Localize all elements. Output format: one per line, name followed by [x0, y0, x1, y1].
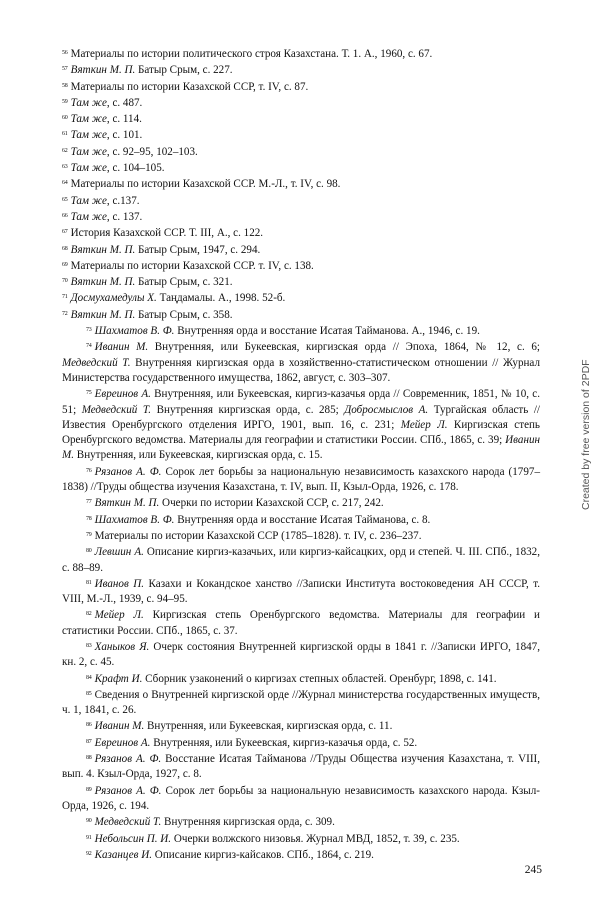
- footnote-text: Материалы по истории Казахской ССР, т. IV, с. 87.: [70, 80, 309, 93]
- footnote-text: Сорок лет борьбы за национальную независимость казахского народа (1797–1838) //Труды общества изучения Казахстана, т. IV, вып. II, Кзыл-Орда, 1926, с. 178.: [62, 465, 540, 494]
- footnote-list: [62, 46, 540, 863]
- footnote-author: Мейер Л.: [400, 418, 448, 431]
- footnote-58: [62, 79, 540, 95]
- footnote-number: 76: [86, 467, 92, 474]
- page-number: 245: [524, 864, 542, 876]
- footnote-text: Киргизская степь Оренбургского ведомства. Материалы для географии и статистики России. СПб., 1865, с. 37.: [62, 609, 540, 637]
- footnote-76: [62, 464, 540, 496]
- footnote-66: [62, 209, 540, 225]
- footnote-text: Внутренняя, или Букеевская, киргизская орда, с. 15.: [74, 449, 323, 462]
- footnote-57: [62, 62, 540, 78]
- footnote-author: Вяткин М. П.: [70, 276, 136, 289]
- footnote-number: 83: [86, 642, 92, 649]
- footnote-88: [62, 751, 540, 783]
- footnote-author: Евреинов А.: [94, 388, 151, 401]
- footnote-73: [62, 323, 540, 339]
- footnote-82: [62, 607, 540, 639]
- footnote-77: [62, 495, 540, 511]
- footnote-89: [62, 783, 540, 815]
- footnote-number: 82: [86, 611, 92, 618]
- footnote-author: Там же: [70, 129, 107, 142]
- footnote-text: Материалы по истории Казахской ССР (1785–1828). т. IV, с. 236–237.: [94, 529, 422, 542]
- footnote-number: 84: [86, 674, 92, 681]
- footnote-number: 61: [62, 131, 68, 138]
- footnote-84: [62, 671, 540, 687]
- footnote-text: , с. 92–95, 102–103.: [106, 145, 198, 158]
- footnote-number: 73: [86, 327, 92, 334]
- footnote-56: [62, 46, 540, 62]
- footnote-text: Очерки волжского низовья. Журнал МВД, 1852, т. 39, с. 235.: [171, 832, 460, 845]
- footnote-number: 74: [86, 343, 92, 350]
- footnote-78: [62, 512, 540, 528]
- footnote-author: Мейер Л.: [94, 609, 144, 622]
- footnote-64: [62, 176, 540, 192]
- footnote-author: Там же: [70, 96, 107, 109]
- footnote-author: Там же: [70, 162, 107, 175]
- footnote-number: 85: [86, 690, 92, 697]
- footnote-text: Восстание Исатая Тайманова //Труды Общества изучения Казахстана, т. VIII, вып. 4. Кзыл-Орда, 1927, с. 8.: [62, 753, 540, 781]
- footnote-75: [62, 386, 540, 463]
- footnote-71: [62, 290, 540, 306]
- footnote-author: Вяткин М. П.: [94, 497, 160, 510]
- footnote-number: 75: [86, 390, 92, 397]
- footnote-number: 57: [62, 66, 68, 73]
- footnote-59: [62, 95, 540, 111]
- footnote-author: Евреинов А.: [94, 736, 151, 749]
- footnote-author: Иванин М.: [94, 341, 149, 354]
- footnote-65: [62, 193, 540, 209]
- footnote-text: Внутренняя, или Букеевская, киргиз-казачья орда // Современник, 1851, № 10, с. 51;: [62, 388, 540, 416]
- footnote-author: Шахматов В. Ф.: [94, 513, 175, 526]
- footnote-text: История Казахской ССР. Т. III, А., с. 122.: [70, 227, 264, 240]
- footnote-83: [62, 639, 540, 671]
- footnote-author: Там же: [70, 210, 107, 223]
- footnote-text: Батыр Срым, с. 321.: [135, 276, 233, 289]
- footnote-text: , с.137.: [106, 194, 140, 207]
- footnote-text: Сведения о Внутренней киргизской орде //Журнал министерства государственных имуществ, ч. 1, 1841, с. 26.: [62, 688, 540, 717]
- footnote-author: Добросмыслов А.: [344, 403, 429, 416]
- footnote-63: [62, 160, 540, 176]
- footnote-number: 92: [86, 850, 92, 857]
- footnote-68: [62, 242, 540, 258]
- footnote-text: Очерк состояния Внутренней киргизской орды в 1841 г. //Записки ИРГО, 1847, кн. 2, с. 45.: [62, 640, 541, 669]
- footnote-author: Медведский Т.: [94, 816, 162, 829]
- footnote-62: [62, 144, 540, 160]
- footnote-number: 79: [86, 531, 92, 538]
- footnote-author: Рязанов А. Ф.: [94, 465, 162, 478]
- footnote-text: Сборник узаконений о киргизах степных областей. Оренбург, 1898, с. 141.: [142, 672, 497, 685]
- footnote-number: 64: [62, 180, 68, 187]
- footnote-text: Очерки по истории Казахской ССР, с. 217, 242.: [159, 497, 384, 510]
- watermark-text: Created by free version of 2PDF: [580, 359, 592, 510]
- footnote-text: Материалы по истории Казахской ССР. М.-Л., т. IV, с. 98.: [70, 178, 341, 191]
- footnote-author: Иванин М.: [94, 720, 145, 733]
- footnote-90: [62, 814, 540, 830]
- footnote-61: [62, 127, 540, 143]
- footnote-author: Вяткин М. П.: [70, 64, 136, 77]
- footnote-text: Киргизская степь Оренбургского ведомства. Материалы для географии и статистики России. СПб., 1865, с. 39;: [62, 418, 540, 447]
- footnote-85: [62, 687, 540, 719]
- footnote-text: Батыр Срым, 1947, с. 294.: [135, 243, 261, 256]
- footnote-author: Небольсин П. И.: [94, 832, 172, 845]
- footnote-number: 72: [62, 310, 68, 317]
- footnote-author: Медведский Т.: [62, 356, 131, 369]
- footnote-74: [62, 339, 540, 386]
- footnote-text: Внутренняя киргизская орда, с. 309.: [161, 816, 335, 829]
- footnote-number: 59: [62, 98, 68, 105]
- footnote-number: 78: [86, 515, 92, 522]
- footnote-text: , с. 104–105.: [106, 162, 165, 175]
- footnote-author: Шахматов В. Ф.: [94, 325, 175, 338]
- footnote-text: Казахи и Кокандское ханство //Записки Института востоковедения АН СССР, т. VIII, М.-Л., 1939, с. 94–95.: [62, 577, 540, 606]
- footnote-number: 60: [62, 115, 68, 122]
- footnote-86: [62, 718, 540, 734]
- footnote-author: Рязанов А. Ф.: [94, 784, 162, 797]
- footnote-text: Материалы по истории политического строя Казахстана. Т. 1. А., 1960, с. 67.: [70, 48, 433, 60]
- footnote-author: Вяткин М. П.: [70, 243, 136, 256]
- footnote-number: 67: [62, 229, 68, 236]
- footnote-number: 68: [62, 245, 68, 252]
- footnote-number: 63: [62, 164, 68, 171]
- footnote-number: 70: [62, 278, 68, 285]
- footnote-author: Иванин М.: [62, 434, 540, 462]
- footnote-number: 65: [62, 196, 68, 203]
- footnote-text: Внутренняя орда и восстание Исатая Тайманова. А., 1946, с. 19.: [174, 325, 480, 338]
- footnote-author: Левшин А.: [94, 546, 144, 559]
- footnote-text: Батыр Срым, с. 227.: [135, 64, 233, 77]
- footnote-number: 89: [86, 786, 92, 793]
- footnote-number: 66: [62, 212, 68, 219]
- footnote-60: [62, 111, 540, 127]
- footnote-author: Досмухамедулы Х.: [70, 292, 157, 305]
- footnote-number: 77: [86, 499, 92, 506]
- footnote-author: Вяткин М. П.: [70, 308, 136, 321]
- footnote-text: Описание киргиз-кайсаков. СПб., 1864, с. 219.: [152, 848, 374, 861]
- footnote-text: Батыр Срым, с. 358.: [135, 308, 233, 321]
- footnote-text: Сорок лет борьбы за национальную независимость казахского народа. Кзыл-Орда, 1926, с. 194.: [62, 784, 540, 812]
- footnote-text: Внутренняя киргизская орда в хозяйственно-статистическом отношении // Журнал Министерства государственного имущества, 1862, август, с. 303–307.: [62, 356, 540, 384]
- footnote-number: 87: [86, 738, 92, 745]
- footnote-text: , с. 137.: [106, 210, 143, 223]
- footnote-text: Описание киргиз-казачьих, или киргиз-кайсацких, орд и степей. Ч. III. СПб., 1832, с. 88–89.: [62, 546, 540, 574]
- footnote-72: [62, 307, 540, 323]
- footnote-author: Казанцев И.: [94, 848, 153, 861]
- footnote-87: [62, 735, 540, 751]
- footnote-author: Рязанов А. Ф.: [94, 753, 162, 766]
- footnote-92: [62, 847, 540, 863]
- footnote-number: 86: [86, 722, 92, 729]
- footnote-text: Внутренняя, или Букеевская, киргиз-казачья орда, с. 52.: [150, 736, 418, 749]
- footnote-author: Там же: [70, 145, 107, 158]
- footnote-number: 62: [62, 147, 68, 154]
- footnote-author: Там же: [70, 113, 107, 126]
- footnote-79: [62, 528, 540, 544]
- footnote-text: Внутренняя, или Букеевская, киргизская орда // Эпоха, 1864, № 12, с. 6;: [148, 341, 540, 354]
- footnote-number: 81: [86, 579, 92, 586]
- footnote-number: 88: [86, 755, 92, 762]
- footnote-69: [62, 258, 540, 274]
- footnote-81: [62, 576, 540, 608]
- footnote-text: Материалы по истории Казахской ССР. т. IV, с. 138.: [70, 259, 314, 272]
- footnote-70: [62, 274, 540, 290]
- footnote-number: 69: [62, 261, 68, 268]
- footnote-author: Там же: [70, 194, 107, 207]
- footnote-number: 80: [86, 548, 92, 555]
- footnote-number: 56: [62, 50, 68, 56]
- footnote-text: , с. 487.: [106, 96, 143, 109]
- footnote-text: Тургайская область // Известия Оренбургского отделения ИРГО, 1901, вып. 16, с. 231;: [62, 403, 541, 431]
- footnote-91: [62, 831, 540, 847]
- footnote-text: , с. 114.: [106, 113, 142, 126]
- footnote-author: Крафт И.: [94, 672, 143, 685]
- footnote-80: [62, 544, 540, 576]
- footnote-text: Внутренняя, или Букеевская, киргизская орда, с. 11.: [144, 720, 393, 733]
- footnote-author: Иванов П.: [94, 577, 145, 590]
- footnote-author: Медведский Т.: [81, 403, 152, 416]
- footnote-67: [62, 225, 540, 241]
- footnote-author: Ханыков Я.: [94, 640, 150, 653]
- footnote-number: 91: [86, 834, 92, 841]
- footnote-number: 90: [86, 818, 92, 825]
- footnote-number: 58: [62, 82, 68, 89]
- footnote-text: Таңдамалы. А., 1998. 52-б.: [156, 292, 286, 305]
- footnote-text: , с. 101.: [106, 129, 143, 142]
- footnote-text: Внутренняя киргизская орда, с. 285;: [151, 403, 345, 416]
- footnote-text: Внутренняя орда и восстание Исатая Тайманова, с. 8.: [174, 513, 431, 526]
- footnote-number: 71: [62, 294, 68, 301]
